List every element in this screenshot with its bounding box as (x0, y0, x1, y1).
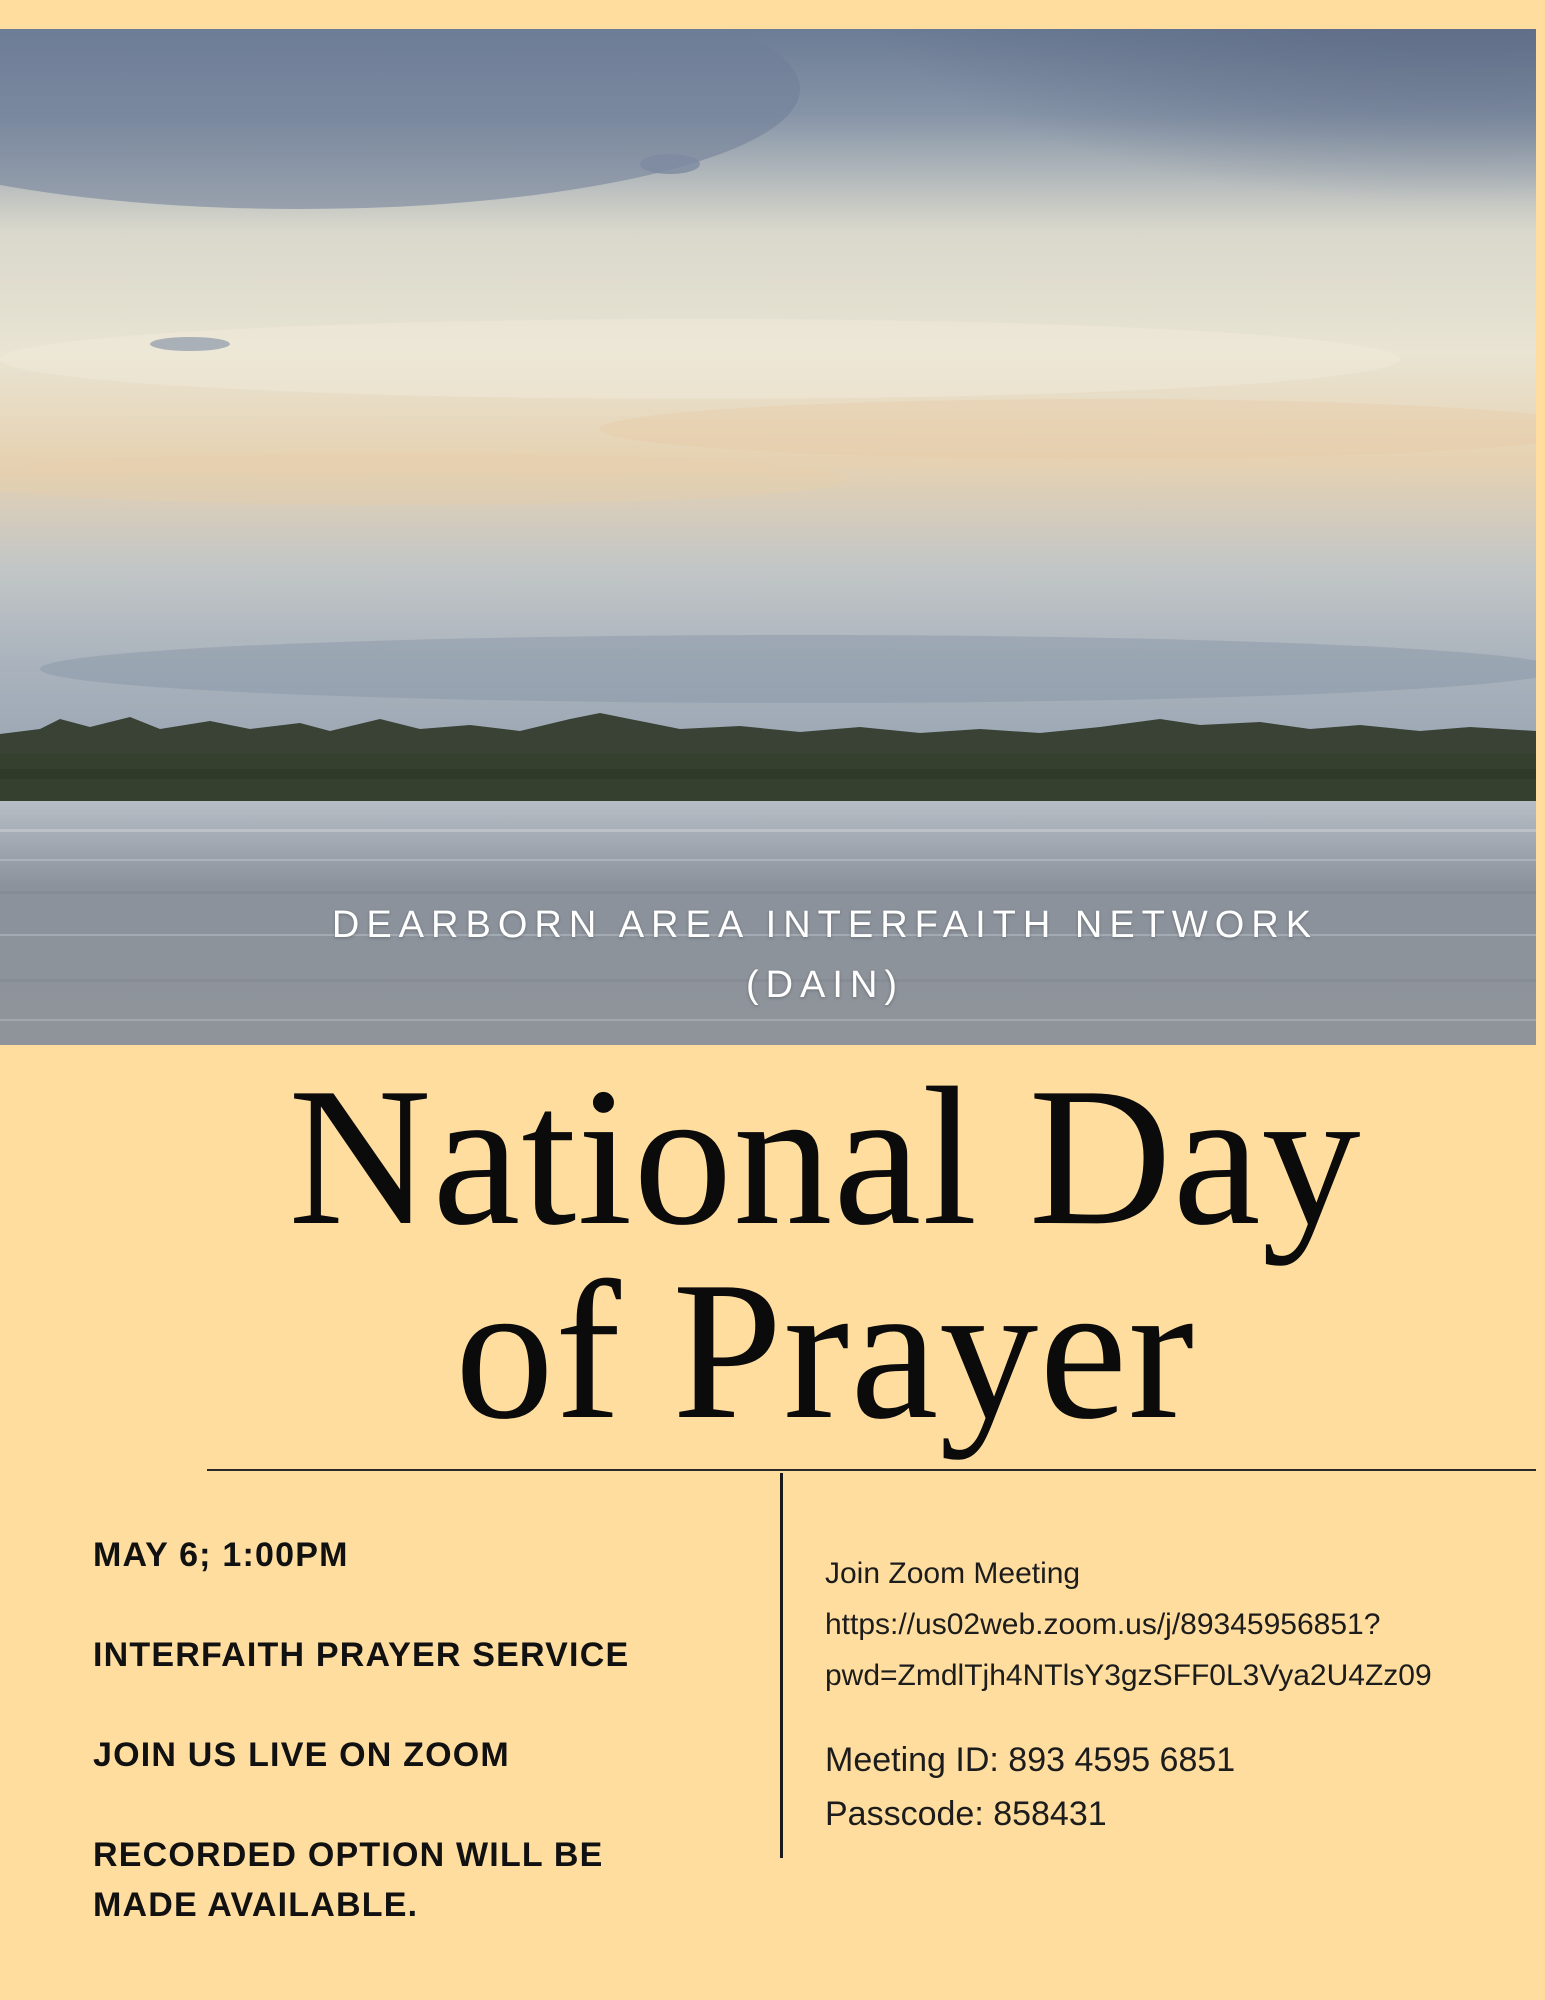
zoom-info (825, 1548, 1525, 1841)
event-service-type: INTERFAITH PRAYER SERVICE (93, 1636, 630, 1674)
horizontal-divider (207, 1469, 1536, 1471)
vertical-divider (780, 1473, 783, 1858)
zoom-link-line-1: https://us02web.zoom.us/j/89345956851? (825, 1608, 1381, 1641)
organization-name-line-1: DEARBORN AREA INTERFAITH NETWORK (331, 904, 1319, 946)
organization-name (0, 895, 1545, 1015)
zoom-passcode: Passcode: 858431 (825, 1795, 1107, 1833)
event-title-line-2: of Prayer (454, 1241, 1196, 1460)
zoom-meeting-link[interactable] (825, 1599, 1525, 1701)
event-recorded-note (93, 1830, 713, 1930)
event-date-time: MAY 6; 1:00PM (93, 1536, 349, 1574)
zoom-heading: Join Zoom Meeting (825, 1557, 1081, 1590)
zoom-meeting-id: Meeting ID: 893 4595 6851 (825, 1741, 1236, 1779)
event-details (93, 1530, 713, 1980)
zoom-credentials (825, 1733, 1525, 1841)
recorded-note-line-1: RECORDED OPTION WILL BE (93, 1836, 604, 1874)
zoom-link-line-2: pwd=ZmdlTjh4NTlsY3gzSFF0L3Vya2U4Zz09 (825, 1659, 1432, 1692)
event-title-line-1: National Day (288, 1047, 1362, 1266)
lake-sunset-illustration (0, 29, 1536, 1045)
hero-lake-photo (0, 29, 1536, 1045)
recorded-note-line-2: MADE AVAILABLE. (93, 1886, 419, 1924)
event-join-note: JOIN US LIVE ON ZOOM (93, 1736, 510, 1774)
organization-name-line-2: (DAIN) (745, 964, 905, 1006)
